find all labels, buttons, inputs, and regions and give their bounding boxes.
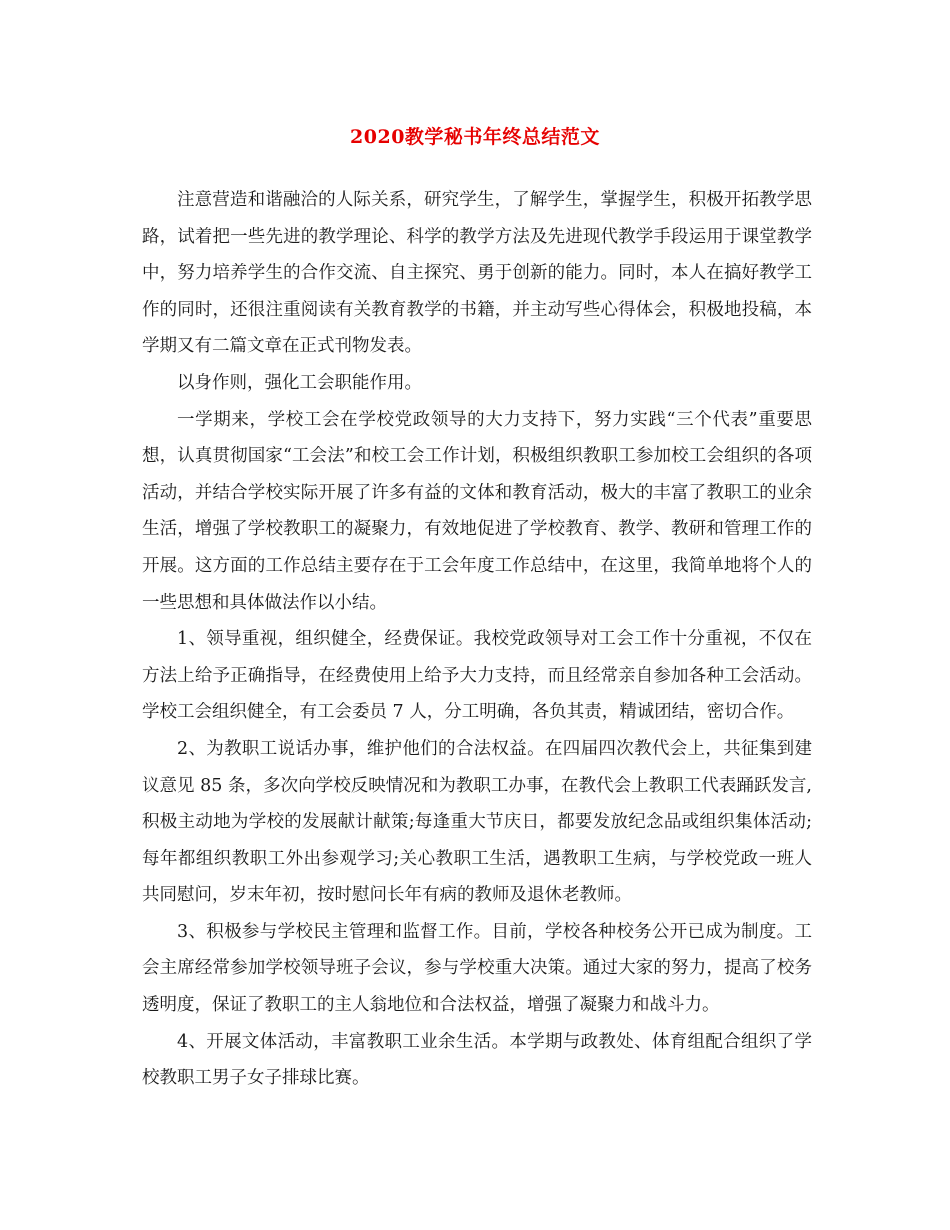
paragraph-teaching-approach: 注意营造和谐融洽的人际关系，研究学生，了解学生，掌握学生，积极开拓教学思路，试着把一些先进的教学理论、科学的教学方法及先进现代教学手段运用于课堂教学中，努力培养学生的合作交流、自主探究、勇于创新的能力。同时，本人在搞好教学工作的同时，还很注重阅读有关教育教学的书籍，并主动写些心得体会，积极地投稿，本学期又有二篇文章在正式刊物发表。 [142, 190, 812, 357]
paragraph-union-heading: 以身作则，强化工会职能作用。 [177, 372, 422, 393]
paragraph-item-4: 4、开展文体活动，丰富教职工业余生活。本学期与政教处、体育组配合组织了学校教职工男子女子排球比赛。 [142, 1031, 812, 1089]
document-body [142, 182, 812, 1097]
paragraph-union-overview: 一学期来，学校工会在学校党政领导的大力支持下，努力实践“三个代表”重要思想，认真贯彻国家“工会法”和校工会工作计划，积极组织教职工参加校工会组织的各项活动，并结合学校实际开展了许多有益的文体和教育活动，极大的丰富了教职工的业余生活，增强了学校教职工的凝聚力，有效地促进了学校教育、教学、教研和管理工作的开展。这方面的工作总结主要存在于工会年度工作总结中，在这里，我简单地将个人的一些思想和具体做法作以小结。 [142, 409, 812, 613]
paragraph-item-2: 2、为教职工说话办事，维护他们的合法权益。在四届四次教代会上，共征集到建议意见 85 条，多次向学校反映情况和为教职工办事，在教代会上教职工代表踊跃发言,积极主动地为学校的发展献计献策;每逢重大节庆日，都要发放纪念品或组织集体活动;每年都组织教职工外出参观学习;关心教职工生活，遇教职工生病，与学校党政一班人共同慰问，岁末年初，按时慰问长年有病的教师及退休老教师。 [142, 738, 812, 906]
paragraph-item-3: 3、积极参与学校民主管理和监督工作。目前，学校各种校务公开已成为制度。工会主席经常参加学校领导班子会议，参与学校重大决策。通过大家的努力，提高了校务透明度，保证了教职工的主人翁地位和合法权益，增强了凝聚力和战斗力。 [142, 921, 812, 1016]
paragraph-item-1: 1、领导重视，组织健全，经费保证。我校党政领导对工会工作十分重视，不仅在方法上给予正确指导，在经费使用上给予大力支持，而且经常亲自参加各种工会活动。学校工会组织健全，有工会委员 7 人，分工明确，各负其责，精诚团结，密切合作。 [142, 629, 812, 723]
document-title: 2020教学秘书年终总结范文 [350, 126, 600, 148]
